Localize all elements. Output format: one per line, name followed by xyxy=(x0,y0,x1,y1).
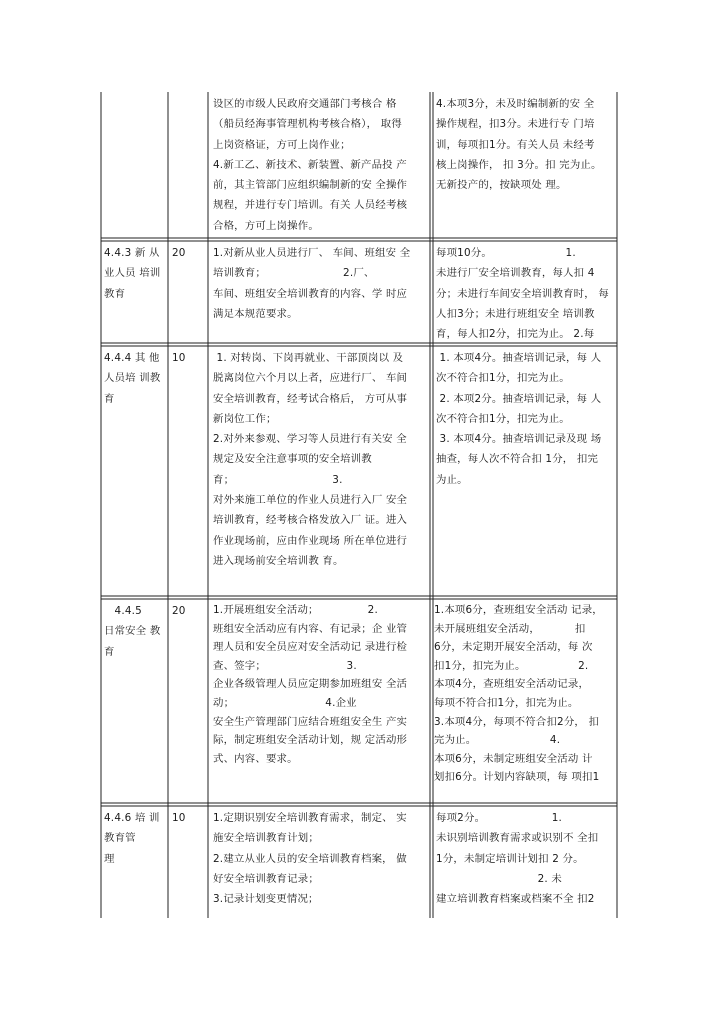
text-line: 规程，并进行专门培训。有关 人员经考核 xyxy=(213,199,408,212)
text-line: 教育管 xyxy=(104,832,136,845)
row3-requirement-cell xyxy=(213,601,429,801)
text-line: 划扣6分。计划内容缺项，每 项扣1 xyxy=(434,771,600,784)
text-line: 抽查，每人次不符合扣 1分， 扣完 xyxy=(436,453,599,466)
text-line: 业人员 培训 xyxy=(104,267,161,280)
text-line: 式、内容、要求。 xyxy=(213,752,298,765)
text-line: 4.4.3 新 从 xyxy=(104,247,160,259)
text-line: 1.定期识别安全培训教育需求，制定、 实 xyxy=(213,812,407,824)
text-line: 育 xyxy=(104,645,115,658)
text-line: 核上岗操作， 扣 3分。扣 完为止。 xyxy=(436,158,602,171)
text-line: 未开展班组安全活动， 扣 xyxy=(434,622,586,635)
text-line: 育； 3. xyxy=(213,473,343,486)
text-line: 2.对外来参观、学习等人员进行有关安 全 xyxy=(213,433,407,446)
text-line: 施安全培训教育计划； xyxy=(213,832,319,845)
text-line: 1分，未制定培训计划扣 2 分。 xyxy=(436,852,584,865)
text-line: 理人员和安全员应对安全活动记 录进行检 xyxy=(213,641,408,654)
text-line: 企业各级管理人员应定期参加班组安 全活 xyxy=(213,678,408,691)
text-line: 前，其主管部门应组织编制新的安 全操作 xyxy=(213,179,408,192)
text-line: 育，每人扣2分，扣完为止。 2.每 xyxy=(436,328,595,341)
text-line: 4.新工乙、新技术、新装置、新产品投 产 xyxy=(213,158,407,171)
text-line: 无新投产的，按缺项处 理。 xyxy=(436,179,567,192)
text-line: 10 xyxy=(172,812,186,824)
text-line: 4.4.5 xyxy=(104,605,142,617)
text-line: 理 xyxy=(104,852,115,865)
text-line: 日常安全 教 xyxy=(104,625,161,638)
text-line: 次不符合扣1分，扣完为止。 xyxy=(436,412,570,425)
text-line: 完为止。 4. xyxy=(434,734,561,747)
text-line: 1. 对转岗、下岗再就业、干部顶岗以 及 xyxy=(213,352,404,364)
text-line: 训，每项扣1分。有关人员 未经考 xyxy=(436,138,595,151)
text-line: 育 xyxy=(104,392,115,405)
text-line: 安全培训教育，经考试合格后， 方可从事 xyxy=(213,392,408,405)
text-line: 2. 未 xyxy=(436,872,562,885)
text-line: 1.本项6分，查班组安全活动 记录， xyxy=(434,604,603,616)
text-line: 作业现场前，应由作业现场 所在单位进行 xyxy=(213,534,408,547)
text-line: 班组安全活动应有内容、有记录；企 业管 xyxy=(213,622,408,635)
text-line: 合格，方可上岗操作。 xyxy=(213,219,319,232)
text-line: 20 xyxy=(172,247,186,259)
text-line: 本项6分，未制定班组安全活动 计 xyxy=(434,752,593,765)
text-line: 脱离岗位六个月以上者，应进行厂、 车间 xyxy=(213,372,408,385)
row3-scoring-cell xyxy=(434,601,616,801)
text-line: 新岗位工作； xyxy=(213,412,277,425)
text-line: 查、签字； 3. xyxy=(213,659,357,672)
text-line: 培训教育，经考核合格发放入厂 证。进入 xyxy=(213,514,408,527)
text-line: 满足本规范要求。 xyxy=(213,307,298,320)
text-line: 操作规程，扣3分。未进行专 门培 xyxy=(436,118,595,131)
text-line: 车间、班组安全培训教育的内容、学 时应 xyxy=(213,287,408,300)
row1-score-cell xyxy=(172,243,206,263)
text-line: 为止。 xyxy=(436,473,468,486)
row2-requirement-cell xyxy=(213,348,429,594)
row4-item-cell xyxy=(104,808,166,916)
text-line: 本项4分，查班组安全活动记录， xyxy=(434,678,590,691)
row1-item-cell xyxy=(104,243,166,341)
text-line: 3.本项4分，每项不符合扣2分， 扣 xyxy=(434,715,600,728)
text-line: 规定及安全注意事项的安全培训教 xyxy=(213,453,372,466)
text-line: 安全生产管理部门应结合班组安全生 产实 xyxy=(213,715,408,728)
row0-scoring-cell xyxy=(436,94,616,236)
text-line: 6分，未定期开展安全活动，每 次 xyxy=(434,641,593,654)
text-line: 对外来施工单位的作业人员进行入厂 安全 xyxy=(213,494,408,507)
text-line: 设区的市级人民政府交通部门考核合 格 xyxy=(213,98,397,110)
text-line: 未进行厂安全培训教育，每人扣 4 xyxy=(436,267,595,280)
text-line: 动； 4.企业 xyxy=(213,696,357,709)
row2-item-cell xyxy=(104,348,166,594)
text-line: 3. 本项4分。抽查培训记录及现 场 xyxy=(436,433,602,446)
text-line: 1.对新从业人员进行厂、 车间、班组安 全 xyxy=(213,247,411,259)
row4-scoring-cell xyxy=(436,808,616,916)
text-line: 4.4.4 其 他 xyxy=(104,352,160,364)
text-line: 每项10分。 1. xyxy=(436,247,576,259)
text-line: 每项2分。 1. xyxy=(436,812,563,824)
row3-score-cell xyxy=(172,601,206,621)
text-line: 4.本项3分，未及时编制新的安 全 xyxy=(436,98,595,110)
text-line: 次不符合扣1分，扣完为止。 xyxy=(436,372,570,385)
text-line: 上岗资格证，方可上岗作业； xyxy=(213,138,351,151)
text-line: 10 xyxy=(172,352,186,364)
text-line: 建立培训教育档案或档案不全 扣2 xyxy=(436,893,595,906)
text-line: 好安全培训教育记录； xyxy=(213,872,319,885)
row1-scoring-cell xyxy=(436,243,616,341)
row1-requirement-cell xyxy=(213,243,429,341)
text-line: 4.4.6 培 训 xyxy=(104,812,160,824)
text-line: 2.建立从业人员的安全培训教育档案， 做 xyxy=(213,852,407,865)
text-line: 每项不符合扣1分，扣完为止。 xyxy=(434,696,579,709)
text-line: 际，制定班组安全活动计划，规 定活动形 xyxy=(213,734,408,747)
text-line: 未识别培训教育需求或识别不 全扣 xyxy=(436,832,599,845)
text-line: 培训教育； 2.厂、 xyxy=(213,267,375,280)
text-line: 人员培 训教 xyxy=(104,372,161,385)
text-line: 分；未进行车间安全培训教育时， 每 xyxy=(436,287,609,300)
row4-score-cell xyxy=(172,808,206,828)
text-line: 2. 本项2分。抽查培训记录，每 人 xyxy=(436,392,602,405)
text-line: 3.记录计划变更情况； xyxy=(213,893,319,906)
text-line: （船员经海事管理机构考核合格）， 取得 xyxy=(213,118,402,131)
text-line: 人扣3分；未进行班组安全 培训教 xyxy=(436,307,595,320)
row4-requirement-cell xyxy=(213,808,429,916)
row2-score-cell xyxy=(172,348,206,368)
row3-item-cell xyxy=(104,601,166,801)
text-line: 1.开展班组安全活动； 2. xyxy=(213,604,378,616)
text-line: 教育 xyxy=(104,287,126,300)
text-line: 进入现场前安全培训教 育。 xyxy=(213,554,344,567)
text-line: 20 xyxy=(172,605,186,617)
row0-requirement-cell xyxy=(213,94,429,236)
text-line: 扣1分，扣完为止。 2. xyxy=(434,659,589,672)
row2-scoring-cell xyxy=(436,348,616,594)
text-line: 1. 本项4分。抽查培训记录，每 人 xyxy=(436,352,602,364)
